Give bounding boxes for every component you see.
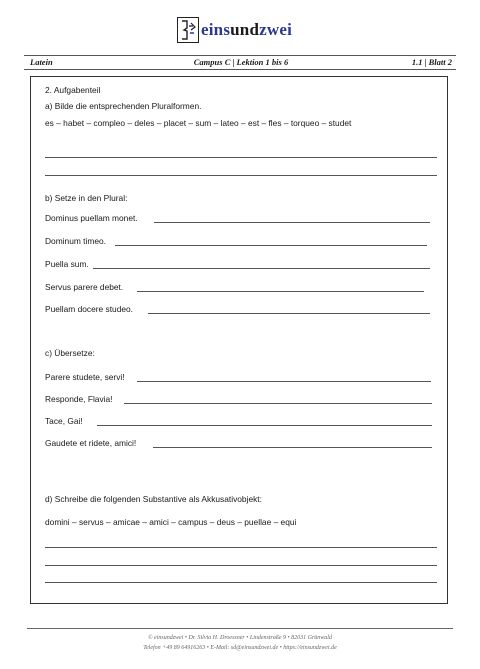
task-b-sentence-2: Dominum timeo.: [45, 236, 106, 246]
answer-line-b3[interactable]: [93, 268, 430, 269]
answer-line-b5[interactable]: [148, 313, 430, 314]
header-sheet-number: 1.1 | Blatt 2: [411, 57, 452, 67]
answer-line-c1[interactable]: [137, 381, 431, 382]
task-b-sentence-1: Dominus puellam monet.: [45, 213, 138, 223]
task-c-sentence-2: Responde, Flavia!: [45, 394, 113, 404]
answer-line-a1[interactable]: [45, 157, 437, 158]
task-b-sentence-5: Puellam docere studeo.: [45, 304, 133, 314]
task-a-title: a) Bilde die entsprechenden Pluralformen.: [45, 101, 202, 111]
task-c-sentence-4: Gaudete et ridete, amici!: [45, 438, 137, 448]
footer-rule: [27, 628, 453, 629]
section-title: 2. Aufgabenteil: [45, 85, 101, 95]
task-d-words: domini – servus – amicae – amici – campus – deus – puellae – equi: [45, 517, 297, 527]
answer-line-c4[interactable]: [153, 447, 432, 448]
task-a-words: es – habet – compleo – deles – placet – sum – lateo – est – fles – torqueo – studet: [45, 118, 352, 128]
task-b-sentence-3: Puella sum.: [45, 259, 89, 269]
answer-line-b2[interactable]: [115, 245, 427, 246]
answer-line-b1[interactable]: [154, 222, 430, 223]
footer-contact: Telefon +49 89 64916263 • E-Mail: sd@einsundzwei.de • https://einsundzwei.de: [143, 645, 337, 651]
answer-line-c3[interactable]: [97, 425, 432, 426]
logo-part-eins: eins: [201, 20, 231, 39]
logo-face-icon: [177, 17, 199, 43]
task-b-sentence-4: Servus parere debet.: [45, 282, 124, 292]
task-c-sentence-1: Parere studete, servi!: [45, 372, 125, 382]
task-c-title: c) Übersetze:: [45, 348, 95, 358]
footer-address: © einsundzwei • Dr. Silvia H. Droessner • Lindenstraße 9 • 82031 Grünwald: [148, 635, 332, 641]
logo-text: [201, 20, 292, 40]
header-bottom-rule: [24, 69, 456, 70]
task-c-sentence-3: Tace, Gai!: [45, 416, 83, 426]
answer-line-d3[interactable]: [45, 582, 437, 583]
header-book: Campus C | Lektion 1 bis 6: [193, 57, 289, 67]
header-top-rule: [24, 55, 456, 56]
logo: [177, 14, 292, 46]
answer-line-b4[interactable]: [137, 291, 424, 292]
logo-part-zwei: zwei: [259, 20, 293, 39]
answer-line-a2[interactable]: [45, 175, 437, 176]
header-subject: Latein: [30, 57, 53, 67]
task-b-title: b) Setze in den Plural:: [45, 193, 128, 203]
answer-line-d2[interactable]: [45, 565, 437, 566]
answer-line-d1[interactable]: [45, 547, 437, 548]
logo-part-und: und: [230, 20, 260, 39]
answer-line-c2[interactable]: [124, 403, 432, 404]
task-d-title: d) Schreibe die folgenden Substantive als Akkusativobjekt:: [45, 494, 262, 504]
